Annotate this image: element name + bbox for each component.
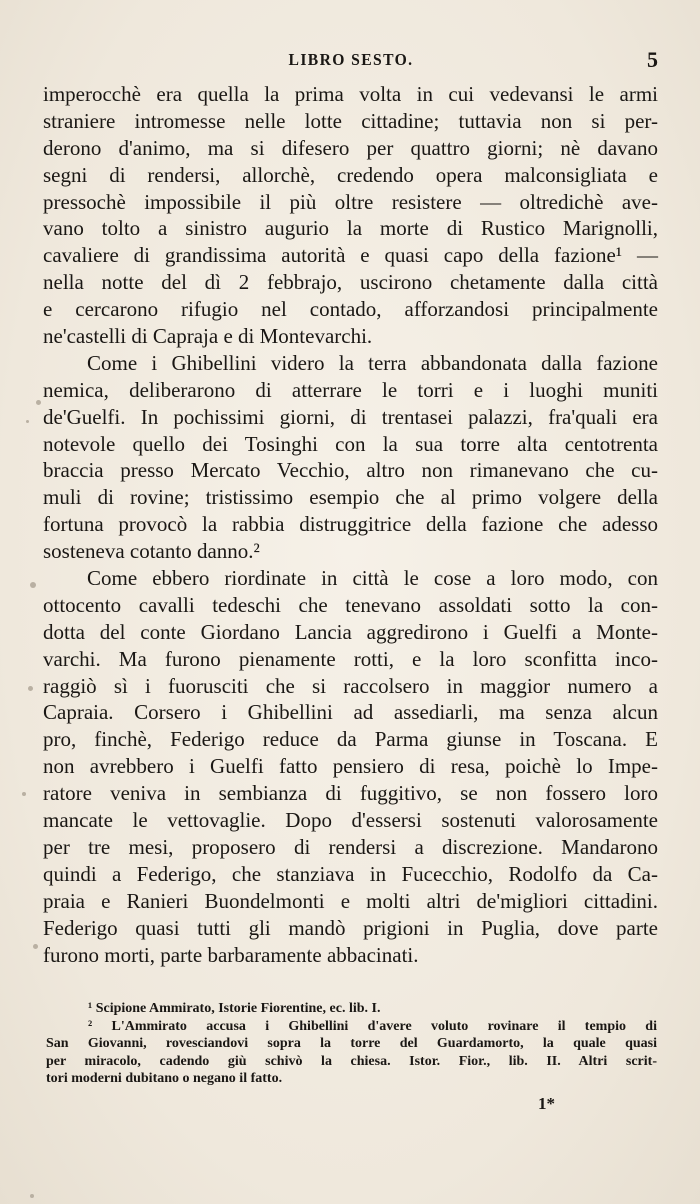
text-line: muli di rovine; tristissimo esempio che al primo volgere della — [43, 485, 658, 510]
text-line: Come i Ghibellini videro la terra abbandonata dalla fazione — [87, 350, 658, 375]
body-text — [43, 81, 658, 968]
page-number: 5 — [647, 47, 658, 72]
text-line: e cercarono rifugio nel contado, afforzandosi principalmente — [43, 297, 658, 322]
text-line: ne'castelli di Capraja e di Montevarchi. — [43, 324, 373, 349]
text-line: mancate le vettovaglie. Dopo d'essersi sostenuti valorosamente — [43, 808, 658, 833]
text-line: raggiò sì i fuorusciti che si raccolsero in maggior numero a — [43, 673, 658, 698]
paper-speck — [26, 420, 29, 423]
paper-speck — [30, 1194, 34, 1198]
text-line: nella notte del dì 2 febbrajo, uscirono chetamente dalla città — [43, 270, 658, 295]
text-line: vano tolto a sinistro augurio la morte di Rustico Marignolli, — [43, 216, 658, 241]
running-head — [44, 47, 658, 74]
text-line: nemica, deliberarono di atterrare le torri e i luoghi muniti — [43, 377, 658, 402]
text-line: fortuna provocò la rabbia distruggitrice della fazione che adesso — [43, 512, 658, 537]
footnote-line: ² L'Ammirato accusa i Ghibellini d'avere voluto rovinare il tempio di — [88, 1018, 657, 1034]
footnotes — [46, 1000, 657, 1088]
text-line: Federigo quasi tutti gli mandò prigioni in Puglia, dove parte — [43, 915, 658, 940]
text-line: imperocchè era quella la prima volta in cui vedevansi le armi — [43, 82, 658, 106]
text-line: Come ebbero riordinate in città le cose a loro modo, con — [87, 566, 658, 591]
text-line: ratore veniva in sembianza di fuggitivo, se non fossero loro — [43, 781, 658, 806]
paper-speck — [33, 944, 38, 949]
text-line: derono d'animo, ma si difesero per quattro giorni; nè davano — [43, 135, 658, 160]
text-line: de'Guelfi. In pochissimi giorni, di trentasei palazzi, fra'quali era — [43, 404, 658, 429]
text-line: varchi. Ma furono pienamente rotti, e la loro sconfitta inco- — [43, 646, 658, 671]
paper-speck — [22, 792, 26, 796]
text-line: furono morti, parte barbaramente abbacinati. — [43, 942, 419, 967]
running-title: LIBRO SESTO. — [288, 50, 414, 69]
paper-speck — [30, 582, 36, 588]
text-line: pressochè impossibile il più oltre resistere — oltredichè ave- — [43, 189, 658, 214]
text-line: per tre mesi, proposero di rendersi a discrezione. Mandarono — [43, 834, 658, 859]
paper-speck — [28, 686, 33, 691]
text-line: straniere intromesse nelle lotte cittadine; tuttavia non si per- — [43, 108, 658, 133]
text-line: pro, finchè, Federigo reduce da Parma giunse in Toscana. E — [43, 727, 658, 752]
text-line: quindi a Federigo, che stanziava in Fucecchio, Rodolfo da Ca- — [43, 861, 658, 886]
text-line: dotta del conte Giordano Lancia aggredirono i Guelfi a Monte- — [43, 619, 658, 644]
signature-mark: 1* — [538, 1094, 555, 1113]
text-line: sosteneva cotanto danno.² — [43, 539, 260, 564]
text-line: non avrebbero i Guelfi fatto pensiero di resa, poichè lo Impe- — [43, 754, 658, 779]
footnote-line: San Giovanni, rovesciandovi sopra la torre del Guardamorto, la quale quasi — [46, 1036, 657, 1051]
text-line: Capraia. Corsero i Ghibellini ad assediarli, ma senza alcun — [43, 700, 658, 725]
text-line: praia e Ranieri Buondelmonti e molti altri de'migliori cittadini. — [43, 888, 658, 913]
text-line: cavaliere di grandissima autorità e quasi capo della fazione¹ — — [43, 243, 658, 268]
footnote-line: per miracolo, cadendo giù schivò la chiesa. Istor. Fior., lib. II. Altri scrit- — [46, 1053, 657, 1069]
text-line: notevole quello dei Tosinghi con la sua torre alta centotrenta — [43, 431, 658, 456]
text-line: ottocento cavalli tedeschi che tenevano assoldati sotto la con- — [43, 592, 658, 617]
paper-speck — [36, 400, 41, 405]
text-line: braccia presso Mercato Vecchio, altro non rimanevano che cu- — [43, 458, 658, 483]
footnote-line: ¹ Scipione Ammirato, Istorie Fiorentine, ec. lib. I. — [88, 1001, 381, 1016]
text-line: segni di rendersi, allorchè, credendo opera malconsigliata e — [43, 162, 658, 187]
footnote-line: tori moderni dubitano o negano il fatto. — [46, 1071, 283, 1086]
